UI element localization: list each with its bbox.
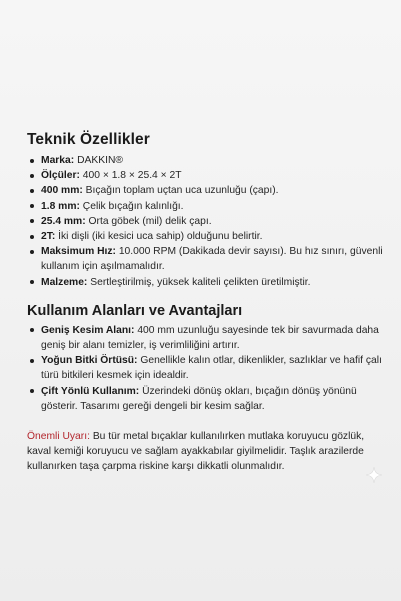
specs-list bbox=[27, 153, 387, 290]
spec-text: Çelik bıçağın kalınlığı. bbox=[79, 200, 184, 212]
spec-label: 2T: bbox=[41, 231, 56, 243]
usage-text: 400 mm uzunluğu sayesinde tek bir savurmada daha geniş bir alanı temizler, iş verimliliğini artırır. bbox=[41, 324, 379, 352]
spec-item-dimensions bbox=[27, 168, 387, 183]
spec-text: Orta göbek (mil) delik çapı. bbox=[85, 215, 212, 227]
warning-text: Bu tür metal bıçaklar kullanılırken mutlaka koruyucu gözlük, kaval kemiği koruyucu ve sağlam ayakkabılar giyilmelidir. Taşlık arazilerde kullanırken taşa çarpma riskine karşı dikkatli olunmalıdır. bbox=[27, 431, 365, 473]
safety-warning bbox=[27, 429, 379, 475]
usage-text: Genellikle kalın otlar, dikenlikler, sazlıklar ve hafif çalı türü bitkileri kesmek için idealdir. bbox=[41, 355, 382, 382]
spec-item-brand bbox=[27, 153, 387, 168]
spec-item-teeth bbox=[27, 229, 387, 244]
spec-label: Marka: bbox=[41, 155, 75, 166]
usage-label: Çift Yönlü Kullanım: bbox=[41, 385, 140, 397]
usage-text: Üzerindeki dönüş okları, bıçağın dönüş yönünü gösterir. Tasarımı gereği dengeli bir kesim sağlar. bbox=[41, 385, 357, 412]
spec-text: DAKKIN® bbox=[74, 155, 123, 166]
spec-label: Maksimum Hız: bbox=[41, 246, 116, 258]
spec-item-material bbox=[27, 275, 387, 290]
usage-label: Yoğun Bitki Örtüsü: bbox=[41, 355, 138, 367]
spec-item-max-speed bbox=[27, 244, 387, 274]
spec-text: Bıçağın toplam uçtan uca uzunluğu (çapı). bbox=[82, 185, 279, 197]
usage-item-dense-vegetation bbox=[27, 353, 387, 383]
warning-label: Önemli Uyarı: bbox=[27, 431, 90, 443]
spec-item-thickness bbox=[27, 199, 387, 214]
spec-label: 1.8 mm: bbox=[41, 200, 80, 212]
spec-item-bore bbox=[27, 214, 387, 229]
usage-item-wide-cut bbox=[27, 323, 387, 353]
spec-label: 400 mm: bbox=[41, 185, 83, 197]
spec-label: Malzeme: bbox=[41, 276, 88, 288]
usage-title: Kullanım Alanları ve Avantajları bbox=[27, 302, 243, 319]
usage-label: Geniş Kesim Alanı: bbox=[41, 324, 135, 336]
spec-text: 400 × 1.8 × 25.4 × 2T bbox=[79, 170, 182, 182]
usage-list bbox=[27, 323, 387, 414]
content bbox=[27, 131, 387, 485]
spec-text: Sertleştirilmiş, yüksek kaliteli çelikten üretilmiştir. bbox=[87, 276, 311, 288]
spec-text: 10.000 RPM (Dakikada devir sayısı). Bu hız sınırı, güvenli kullanım için aşılmamalıdır. bbox=[41, 246, 383, 273]
spec-text: İki dişli (iki kesici uca sahip) olduğunu belirtir. bbox=[55, 231, 263, 243]
sparkle-icon bbox=[366, 467, 382, 483]
specs-title: Teknik Özellikler bbox=[27, 131, 150, 148]
spec-item-diameter bbox=[27, 183, 387, 198]
usage-item-bidirectional bbox=[27, 384, 387, 414]
spec-label: Ölçüler: bbox=[41, 170, 80, 182]
spec-label: 25.4 mm: bbox=[41, 215, 86, 227]
